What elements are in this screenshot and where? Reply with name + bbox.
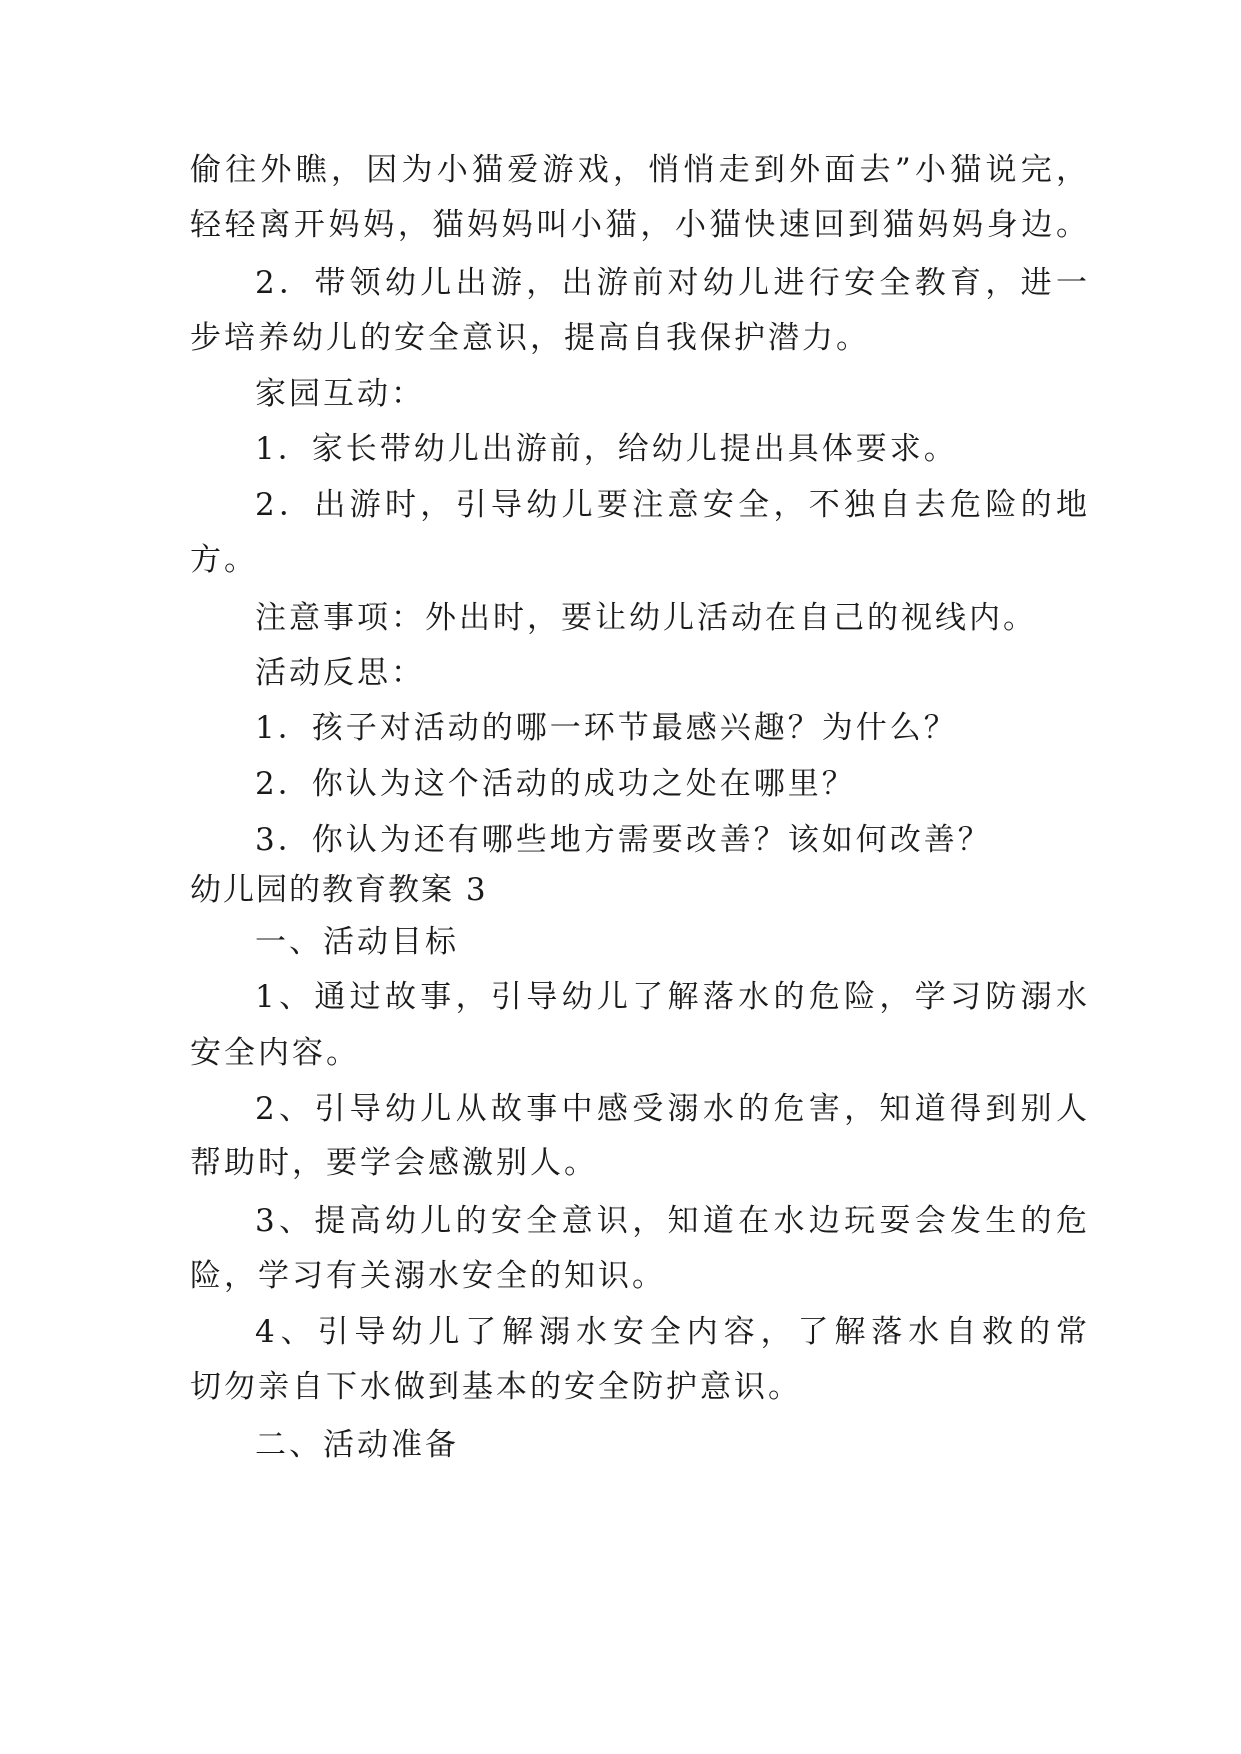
- section-heading: 家园互动：: [255, 376, 425, 412]
- text-line: 切勿亲自下水做到基本的安全防护意识。: [190, 1369, 802, 1405]
- document-title: 幼儿园的教育教案 3: [190, 872, 488, 908]
- text-line: 偷往外瞧，因为小猫爱游戏，悄悄走到外面去”小猫说完，: [190, 152, 1090, 188]
- text-line: 1、通过故事，引导幼儿了解落水的危险，学习防溺水: [255, 979, 1090, 1015]
- text-line: 轻轻离开妈妈，猫妈妈叫小猫，小猫快速回到猫妈妈身边。: [190, 207, 1090, 243]
- text-line: 3、提高幼儿的安全意识，知道在水边玩耍会发生的危: [255, 1203, 1090, 1239]
- text-line: 1．孩子对活动的哪一环节最感兴趣？为什么？: [255, 710, 958, 746]
- text-line: 方。: [190, 542, 258, 578]
- section-heading: 活动反思：: [255, 655, 425, 691]
- text-line: 注意事项：外出时，要让幼儿活动在自己的视线内。: [255, 600, 1037, 636]
- text-line: 险，学习有关溺水安全的知识。: [190, 1258, 666, 1294]
- text-line: 4、引导幼儿了解溺水安全内容，了解落水自救的常: [255, 1314, 1090, 1350]
- text-line: 2．出游时，引导幼儿要注意安全，不独自去危险的地: [255, 487, 1090, 523]
- text-line: 2．你认为这个活动的成功之处在哪里？: [255, 766, 856, 802]
- text-line: 帮助时，要学会感激别人。: [190, 1145, 598, 1181]
- section-heading: 一、活动目标: [255, 924, 459, 960]
- text-line: 2、引导幼儿从故事中感受溺水的危害，知道得到别人: [255, 1091, 1090, 1127]
- text-line: 步培养幼儿的安全意识，提高自我保护潜力。: [190, 320, 870, 356]
- section-heading: 二、活动准备: [255, 1427, 459, 1463]
- text-line: 3．你认为还有哪些地方需要改善？该如何改善？: [255, 822, 992, 858]
- text-line: 1．家长带幼儿出游前，给幼儿提出具体要求。: [255, 431, 958, 467]
- text-line: 2．带领幼儿出游，出游前对幼儿进行安全教育，进一: [255, 265, 1090, 301]
- text-line: 安全内容。: [190, 1035, 360, 1071]
